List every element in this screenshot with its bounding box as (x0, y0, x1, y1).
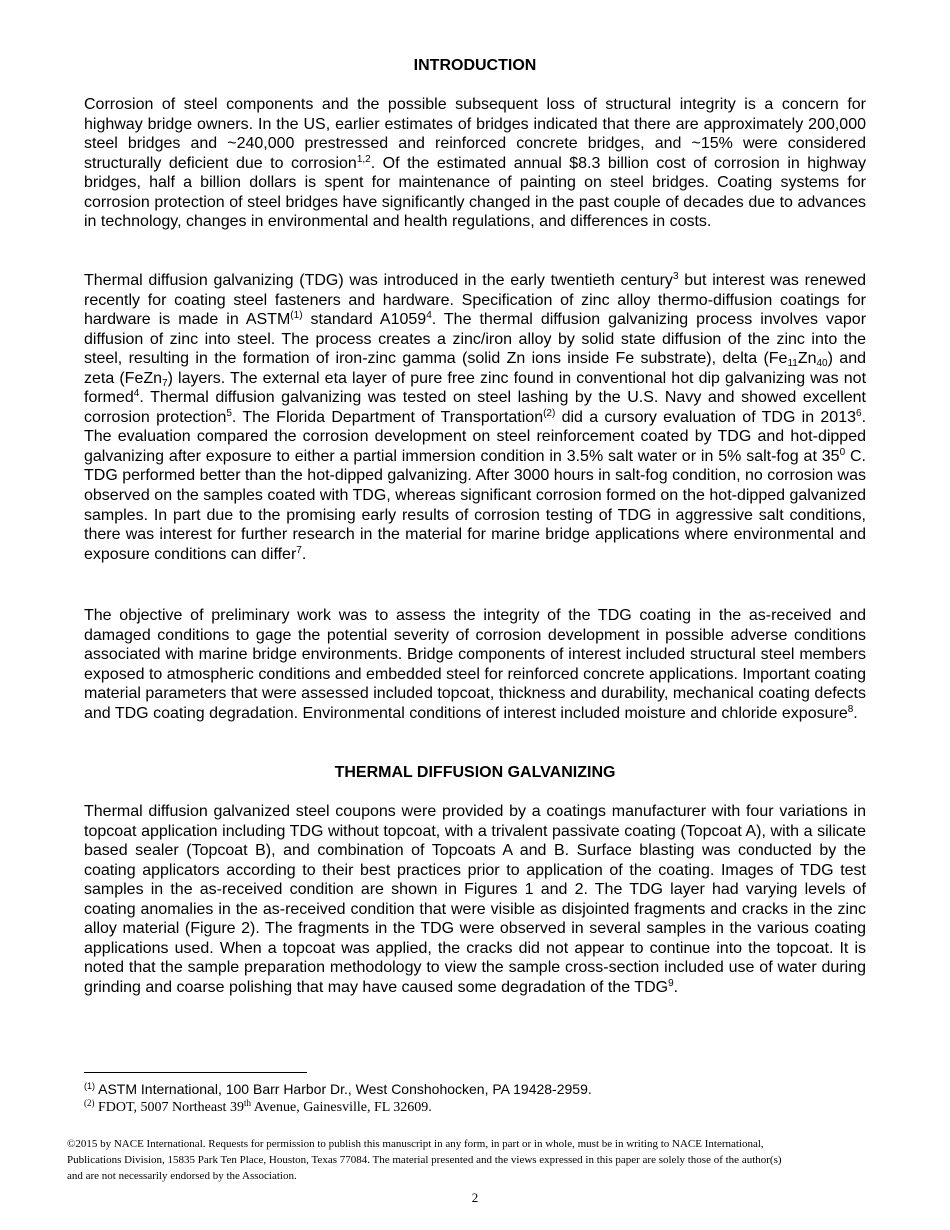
citation-1-2: 1,2 (356, 153, 371, 165)
copyright-notice: ©2015 by NACE International. Requests for permission to publish this manuscript in any form, in part or in whole, must be in writing to NACE International, Publications Division, 15835 Park Ten Place, Houston, Texas 77084. The material presented and the views expressed in this paper are solely those of the author(s) and are not necessarily endorsed by the Association. (67, 1138, 782, 1182)
paragraph-intro-3: The objective of preliminary work was to assess the integrity of the TDG coating in the as-received and damaged conditions to gage the potential severity of corrosion development in possible adverse conditions associated with marine bridge environments. Bridge components of interest included structural steel members exposed to atmospheric conditions and embedded steel for reinforced concrete applications. Important coating material parameters that were assessed included topcoat, thickness and durability, mechanical coating defects and TDG coating degradation. Environmental conditions of interest included moisture and chloride exposure$^8$. (84, 607, 866, 722)
paragraph-intro-1: Corrosion of steel components and the possible subsequent loss of structural integrity is a concern for highway bridge owners. In the US, earlier estimates of bridges indicated that there are approximately 200,000 steel bridges and ~240,000 prestressed and reinforced concrete bridges, and ~15% were considered structurally deficient due to corrosion$^{1,2}$. Of the estimated annual $8.3 billion cost of corrosion in highway bridges, half a billion dollars is spent for maintenance of painting on steel bridges. Coating systems for corrosion protection of steel bridges have significantly changed in the past couple of decades due to advances in technology, changes in environmental and health regulations, and differences in costs. (84, 96, 867, 231)
citation-6: 6 (856, 407, 862, 419)
footnote-1: $^{(1)}$ ASTM International, 100 Barr Harbor Dr., West Conshohocken, PA 19428-2959. (84, 1081, 592, 1097)
citation-7: 7 (296, 544, 302, 556)
citation-4b: 4 (133, 388, 140, 400)
degree-mark: 0 (839, 446, 846, 458)
footnote-marker-1: (1) (290, 310, 303, 322)
citation-5: 5 (226, 407, 232, 419)
citation-8: 8 (847, 703, 854, 715)
paragraph-tdg-1: Thermal diffusion galvanized steel coupons were provided by a coatings manufacturer with four variations in topcoat application including TDG without topcoat, with a trivalent passivate coating (Topcoat A), with a silicate based sealer (Topcoat B), and combination of Topcoats A and B. Surface blasting was conducted by the coating applicators according to their best practices prior to application of the coating. Images of TDG test samples in the as-received condition are shown in Figures 1 and 2. The TDG layer had varying levels of coating anomalies in the as-received condition that were visible as disjointed fragments and cracks in the zinc alloy material (Figure 2). The fragments in the TDG were observed in several samples in the various coating applications used. When a topcoat was applied, the cracks did not appear to continue into the topcoat. It is noted that the sample preparation methodology to view the sample cross-section included use of water during grinding and coarse polishing that may have caused some degradation of the TDG$^9$. (84, 803, 866, 996)
citation-9: 9 (668, 977, 674, 989)
footnote-2: $^{(2)}$ FDOT, 5007 Northeast 39th Avenue, Gainesville, FL 32609. (84, 1098, 432, 1115)
footnote-separator (84, 1072, 307, 1073)
heading-introduction: INTRODUCTION (413, 57, 537, 74)
footnote-marker-2: (2) (543, 407, 556, 419)
heading-thermal-diffusion-galvanizing: THERMAL DIFFUSION GALVANIZING (334, 764, 616, 781)
paragraph-intro-2: Thermal diffusion galvanizing (TDG) was introduced in the early twentieth century$^3$ but interest was renewed recently for coating steel fasteners and hardware. Specification of zinc alloy thermo-diffusion coatings for hardware is made in ASTM$^{(1)}$ standard A1059$^4$. The thermal diffusion galvanizing process involves vapor diffusion of zinc into steel. The process creates a zinc/iron alloy by solid state diffusion of the zinc into the steel, resulting in the formation of iron-zinc gamma (solid Zn ions inside Fe substrate), delta $(Fe_{11}Zn_{40})$ and zeta (FeZn$_7$) layers. The external eta layer of pure free zinc found in conventional hot dip galvanizing was not formed$^4$. Thermal diffusion galvanizing was tested on steel lashing by the U.S. Navy and showed excellent corrosion protection$^5$. The Florida Department of Transportation$^{(2)}$ did a cursory evaluation of TDG in 2013$^6$. The evaluation compared the corrosion development on steel reinforcement coated by TDG and hot-dipped galvanizing after exposure to either a partial immersion condition in 3.5% salt water or in 5% salt-fog at $35^0$ C. TDG performed better than the hot-dipped galvanizing. After 3000 hours in salt-fog condition, no corrosion was observed on the samples coated with TDG, whereas significant corrosion formed on the hot-dipped galvanized samples. In part due to the promising early results of corrosion testing of TDG in aggressive salt conditions, there was interest for further research in the material for marine bridge applications where environmental and exposure conditions can differ$^7$. (84, 271, 867, 563)
page-number: 2 (471, 1190, 479, 1205)
citation-3: 3 (672, 271, 679, 282)
citation-4: 4 (426, 310, 432, 322)
